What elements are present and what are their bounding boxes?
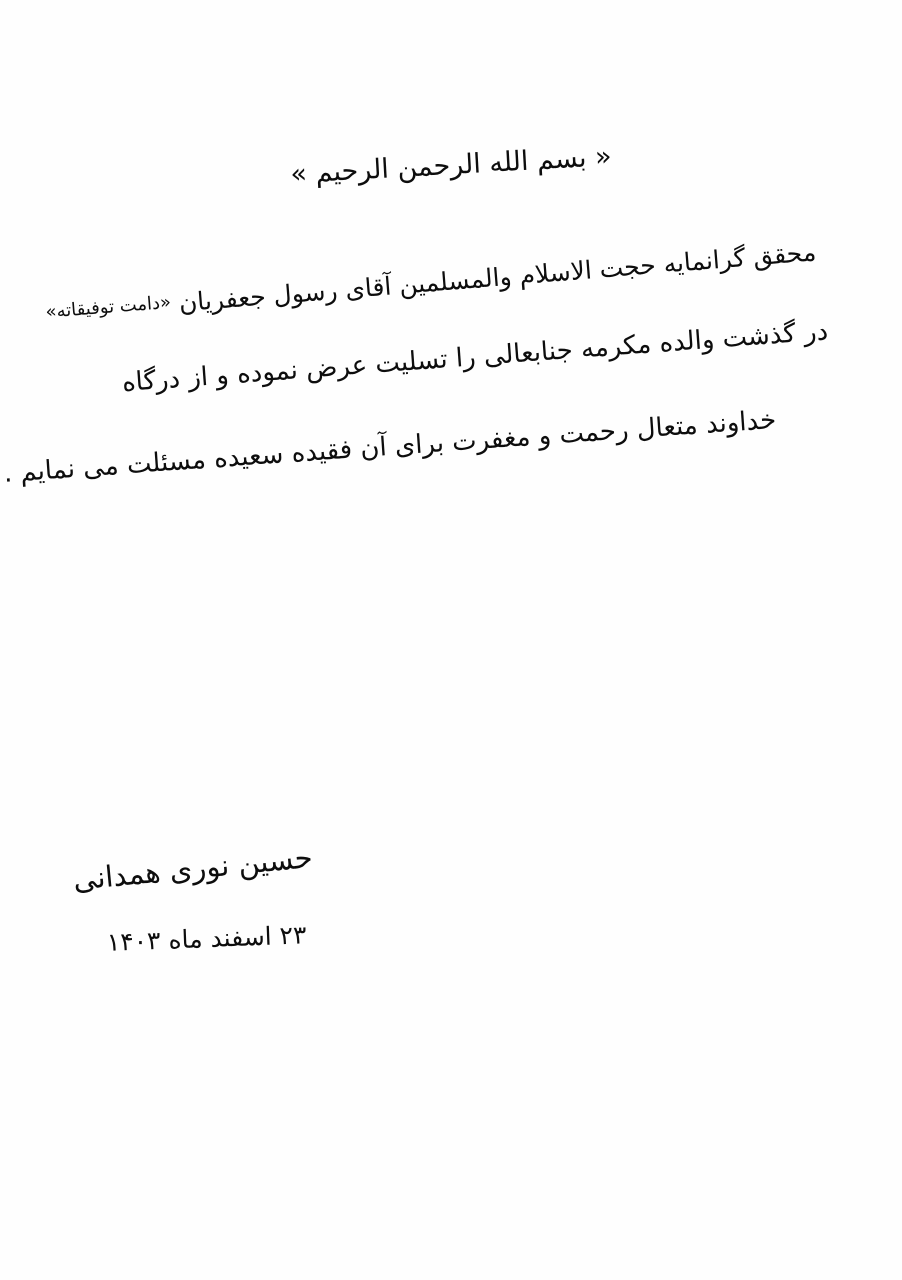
letter-paragraphs	[2, 234, 832, 490]
addressee-honorific: «دامت توفيقاته»	[44, 292, 172, 324]
signature-block	[71, 840, 314, 957]
letter-body	[2, 141, 832, 957]
body-line-1: در گذشت والده مكرمه جنابعالى را تسليت عرض نموده و از درگاه	[121, 316, 830, 399]
body-line-2: خداوند متعال رحمت و مغفرت براى آن فقيده سعيده مسئلت مى نمايم .	[2, 405, 778, 490]
basmala-line: « بسم الله الرحمن الرحيم »	[289, 141, 613, 190]
addressee-text: محقق گرانمايه حجت الاسلام والمسلمين آقاى رسول جعفريان	[177, 237, 818, 318]
letter-date: ۲۳ اسفند ماه ۱۴۰۳	[105, 920, 307, 957]
signature-name: حسين نورى همدانى	[71, 840, 314, 897]
addressee-line	[44, 234, 833, 329]
